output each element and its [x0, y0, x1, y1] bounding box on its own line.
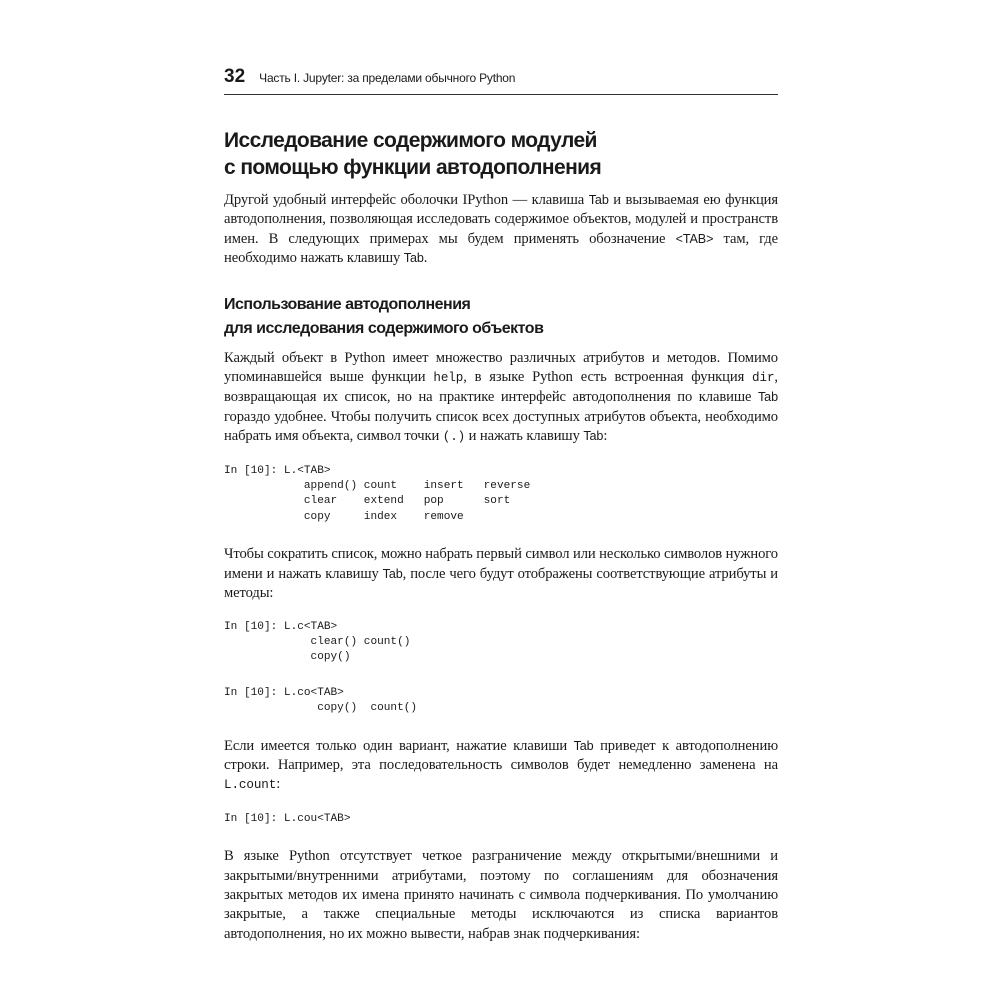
code-line: In [10]: L.<TAB>: [224, 464, 331, 477]
paragraph-4: В языке Python отсутствует четкое разграничение между открытыми/внешними и закрытыми/внутренними атрибутами, поэтому по соглашениям для обозначения закрытых методов их имена принято начинать с символа подчеркивания. По умолчанию закрытые, а также специальные методы исключаются из списка вариантов автодополнения, но их можно вывести, набрав знак подчеркивания:: [224, 848, 778, 942]
key-name: <TAB>: [675, 231, 714, 246]
key-name: Tab: [382, 566, 403, 581]
text-run: и нажать клавишу: [465, 428, 584, 445]
key-name: Tab: [403, 251, 424, 266]
key-name: Tab: [757, 390, 778, 405]
code-line: In [10]: L.c<TAB>: [224, 620, 338, 633]
subsection-title-line-2: для исследования содержимого объектов: [224, 319, 544, 337]
paragraph-3: [224, 737, 778, 796]
section-title: [224, 127, 778, 181]
intro-paragraph: [224, 191, 778, 269]
text-run: Если имеется только один вариант, нажатие клавиши: [224, 737, 574, 754]
code-line: copy(): [224, 651, 351, 664]
code-term: help: [433, 371, 464, 386]
paragraph-2: [224, 545, 778, 603]
key-name: Tab: [588, 193, 609, 207]
code-listing-4: [224, 812, 778, 827]
code-term: dir: [752, 371, 775, 386]
running-head: [224, 66, 778, 95]
text-run: , возвращающая их список, но на практике интерфейс автодополнения по клавише: [224, 369, 778, 406]
text-run: Чтобы сократить список, можно набрать первый символ или несколько символов нужного имени и нажать клавишу: [224, 546, 778, 582]
key-name: Tab: [573, 738, 594, 753]
text-run: Другой удобный интерфейс оболочки IPython — клавиша: [224, 192, 589, 208]
text-run: , в языке Python есть встроенная функция: [463, 369, 753, 386]
code-line: In [10]: L.cou<TAB>: [224, 812, 351, 825]
code-line: copy() count(): [224, 702, 418, 715]
text-run: приведет к автодополнению строки. Например, эта последовательность символов будет немедленно заменена на: [224, 737, 778, 773]
text-run: :: [276, 776, 281, 793]
code-term: L.count: [224, 778, 277, 793]
section-title-line-2: с помощью функции автодополнения: [224, 156, 602, 179]
code-listing-3: [224, 686, 778, 717]
section-title-line-1: Исследование содержимого модулей: [224, 129, 597, 152]
page-number: 32: [224, 66, 246, 87]
text-run: Каждый объект в Python имеет множество различных атрибутов и методов. Помимо упоминавшейся выше функции: [224, 349, 778, 386]
code-term: (.): [442, 430, 466, 445]
code-line: clear extend pop sort: [224, 495, 511, 508]
running-title: Часть I. Jupyter: за пределами обычного Python: [259, 71, 516, 85]
code-line: clear() count(): [224, 635, 411, 648]
subsection-title: [224, 293, 778, 341]
paragraph-1: [224, 349, 778, 448]
text-run: гораздо удобнее. Чтобы получить список всех доступных атрибутов объекта, необходимо набрать имя объекта, символ точки: [224, 408, 778, 445]
text-run: там, где необходимо нажать клавишу: [224, 230, 778, 267]
text-run: .: [423, 250, 428, 267]
text-run: и вызываемая ею функция автодополнения, позволяющая исследовать содержимое объектов, модулей и пространств имен. В следующих примерах мы будем применять обозначение: [224, 192, 779, 247]
code-line: copy index remove: [224, 510, 464, 523]
subsection-title-line-1: Использование автодополнения: [224, 295, 471, 313]
text-run: , после чего будут отображены соответствующие атрибуты и методы:: [224, 565, 778, 602]
code-listing-2: [224, 620, 778, 666]
book-page: [224, 66, 778, 960]
code-line: append() count insert reverse: [224, 480, 531, 493]
key-name: Tab: [583, 429, 604, 444]
code-listing-1: [224, 464, 778, 526]
code-line: In [10]: L.co<TAB>: [224, 686, 344, 699]
text-run: :: [603, 428, 608, 445]
